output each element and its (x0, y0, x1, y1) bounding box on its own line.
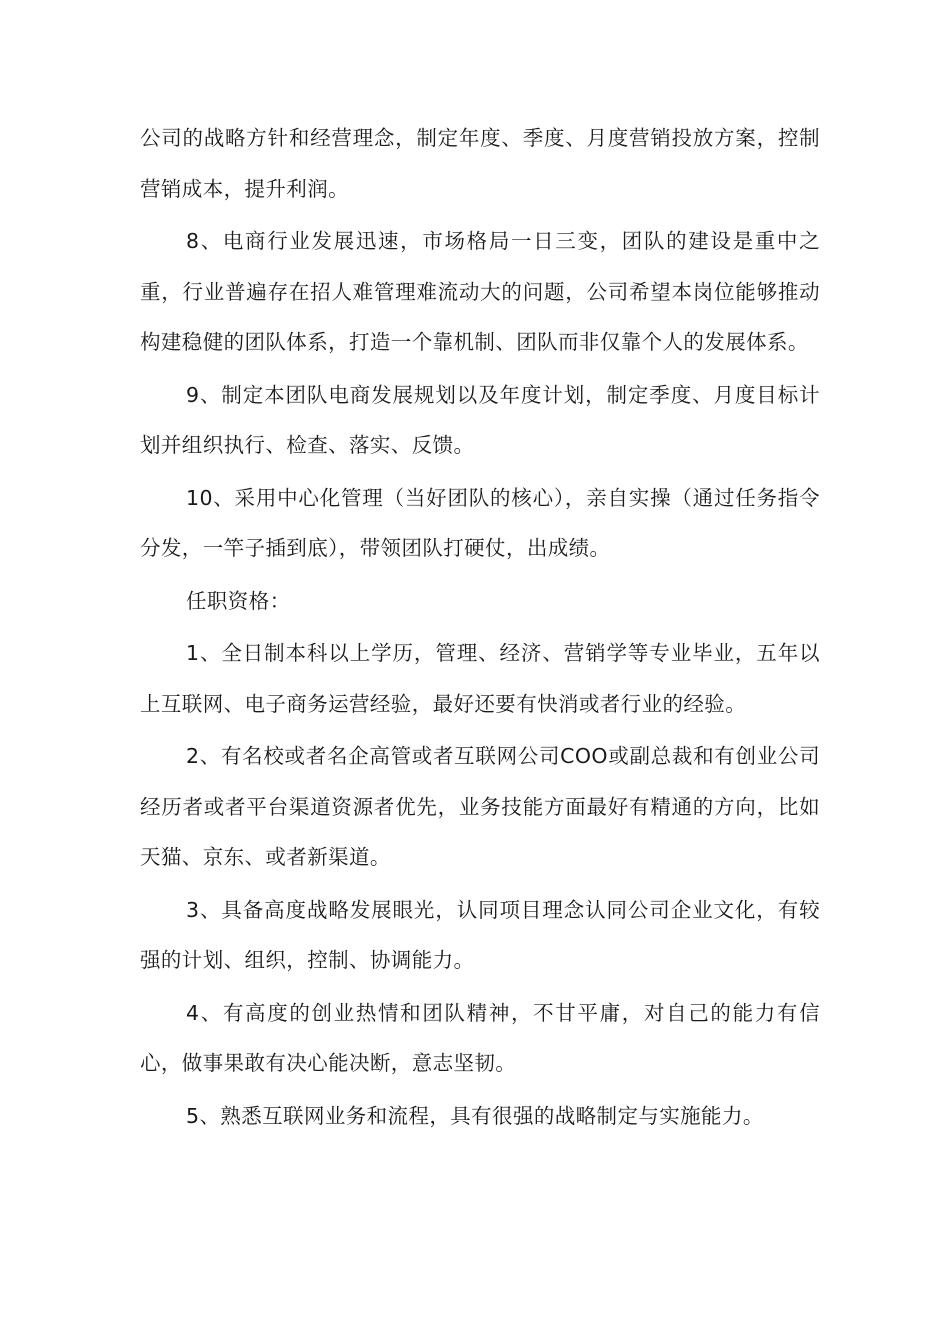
qualification-item-4: 4、有高度的创业热情和团队精神，不甘平庸，对自己的能力有信心，做事果敢有决心能决断，意志坚韧。 (140, 1000, 820, 1075)
document-body (140, 113, 820, 1141)
section-heading-qualifications: 任职资格： (186, 588, 291, 613)
qualification-item-1: 1、全日制本科以上学历，管理、经济、营销学等专业毕业，五年以上互联网、电子商务运营经验，最好还要有快消或者行业的经验。 (140, 641, 820, 716)
qualification-item-3: 3、具备高度战略发展眼光，认同项目理念认同公司企业文化，有较强的计划、组织，控制、协调能力。 (140, 897, 820, 972)
paragraph-item-8: 8、电商行业发展迅速，市场格局一日三变，团队的建设是重中之重，行业普遍存在招人难管理难流动大的问题，公司希望本岗位能够推动构建稳健的团队体系，打造一个靠机制、团队而非仅靠个人的发展体系。 (140, 229, 820, 354)
paragraph-item-9: 9、制定本团队电商发展规划以及年度计划，制定季度、月度目标计划并组织执行、检查、落实、反馈。 (140, 382, 820, 457)
qualification-item-5: 5、熟悉互联网业务和流程，具有很强的战略制定与实施能力。 (186, 1103, 764, 1128)
paragraph-continuation: 公司的战略方针和经营理念，制定年度、季度、月度营销投放方案，控制营销成本，提升利润。 (140, 126, 820, 201)
qualification-item-2: 2、有名校或者名企高管或者互联网公司COO或副总裁和有创业公司经历者或者平台渠道资源者优先，业务技能方面最好有精通的方向，比如天猫、京东、或者新渠道。 (140, 744, 820, 869)
paragraph-item-10: 10、采用中心化管理（当好团队的核心），亲自实操（通过任务指令分发，一竿子插到底），带领团队打硬仗，出成绩。 (140, 485, 820, 560)
